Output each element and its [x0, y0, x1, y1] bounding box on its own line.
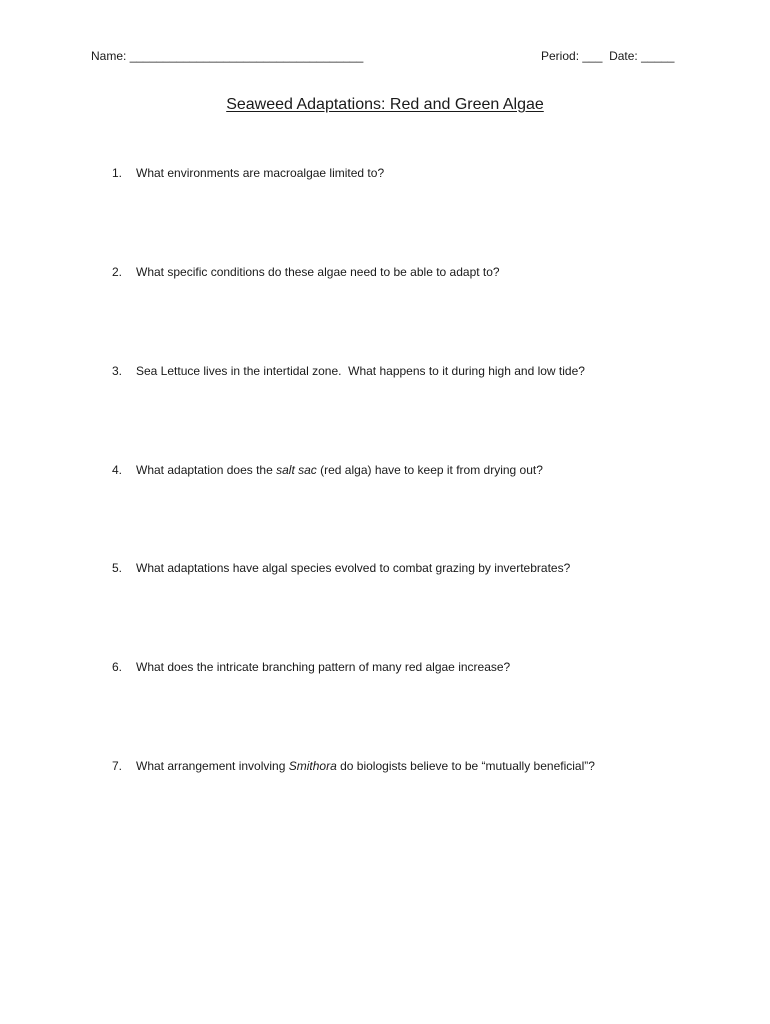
question-italic-term: salt sac — [276, 463, 317, 477]
question-number: 5. — [112, 561, 123, 575]
question-text-start: What adaptation does the — [136, 463, 277, 477]
question-number: 2. — [112, 265, 123, 279]
question-text: Sea Lettuce lives in the intertidal zone. What happens to it during high and low tide? — [136, 364, 585, 378]
question-7 — [112, 758, 595, 774]
name-blank: ___________________________________ — [129, 49, 364, 63]
question-text: What does the intricate branching pattern of many red algae increase? — [136, 660, 511, 674]
question-text-end: (red alga) have to keep it from drying out? — [316, 463, 543, 477]
question-4 — [112, 462, 543, 478]
question-text: What specific conditions do these algae need to be able to adapt to? — [136, 265, 500, 279]
question-number: 4. — [112, 463, 123, 477]
question-text-end: do biologists believe to be “mutually beneficial”? — [336, 759, 595, 773]
question-3 — [112, 363, 585, 379]
period-blank: ___ — [582, 49, 603, 63]
question-number: 3. — [112, 364, 123, 378]
question-2 — [112, 264, 500, 280]
name-field — [91, 48, 363, 64]
question-italic-term: Smithora — [288, 759, 337, 773]
period-date-field — [541, 48, 674, 64]
name-label: Name: — [91, 49, 127, 63]
question-6 — [112, 659, 510, 675]
question-number: 6. — [112, 660, 123, 674]
page-title-text: Seaweed Adaptations: Red and Green Algae — [226, 96, 544, 113]
question-number: 1. — [112, 166, 123, 180]
question-text: What environments are macroalgae limited to? — [136, 166, 385, 180]
question-5 — [112, 560, 570, 576]
page-title — [0, 94, 770, 116]
date-label: Date: — [609, 49, 638, 63]
question-text-start: What arrangement involving — [136, 759, 289, 773]
question-number: 7. — [112, 759, 123, 773]
question-text: What adaptations have algal species evolved to combat grazing by invertebrates? — [136, 561, 571, 575]
date-blank: _____ — [641, 49, 675, 63]
question-1 — [112, 165, 384, 181]
period-label: Period: — [541, 49, 580, 63]
